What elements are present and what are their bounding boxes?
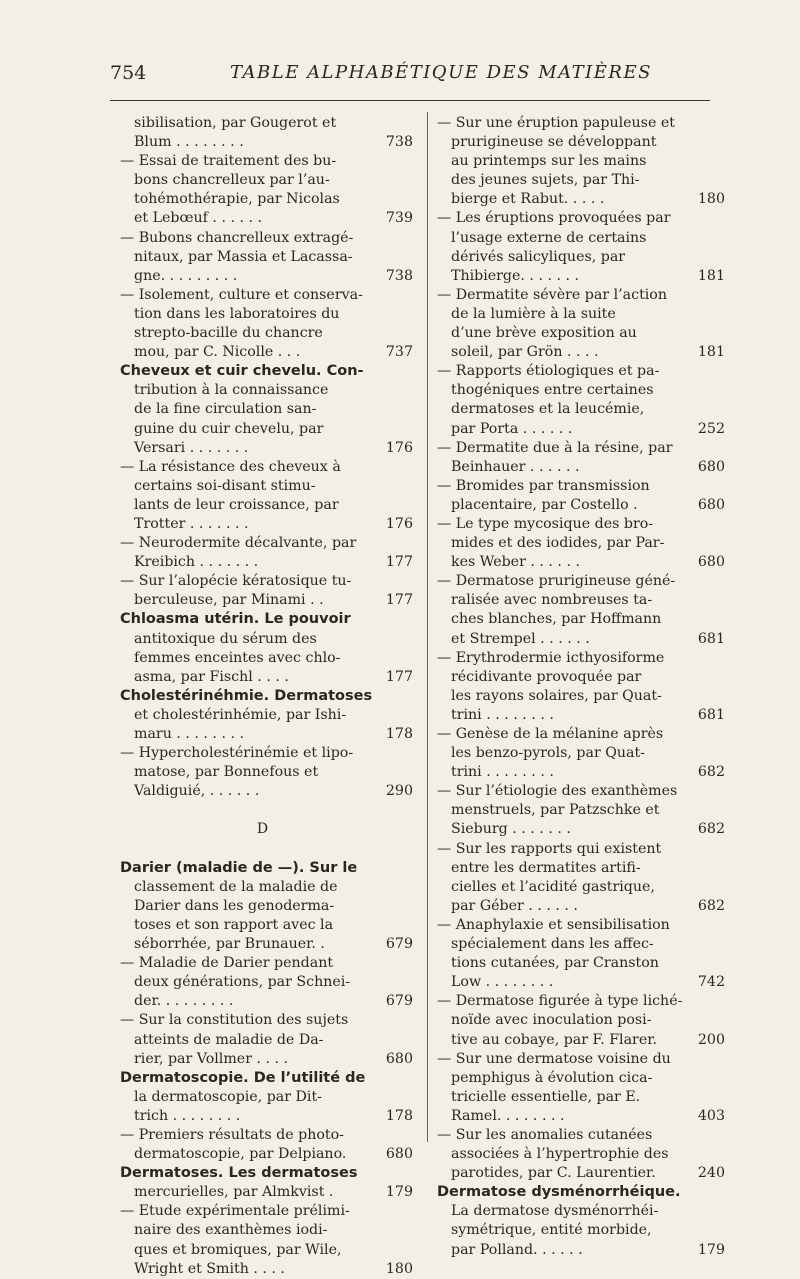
index-line	[437, 992, 717, 1011]
page-reference: 176	[385, 439, 413, 456]
index-line	[437, 381, 717, 400]
index-line	[120, 152, 405, 171]
entry-text: au printemps sur les mains	[451, 153, 647, 170]
index-line	[437, 935, 717, 954]
index-line	[120, 954, 405, 973]
entry-text: — Les éruptions provoquées par	[437, 210, 671, 227]
page-reference: 178	[385, 1107, 413, 1124]
index-line	[120, 420, 405, 439]
index-line	[437, 954, 717, 973]
entry-text: menstruels, par Patzschke et	[451, 802, 660, 819]
index-line	[120, 286, 405, 305]
entry-text: la dermatoscopie, par Dit-	[134, 1088, 322, 1105]
entry-text: soleil, par Grön . . . .	[451, 344, 599, 361]
page-reference: 177	[385, 554, 413, 571]
entry-text: — Etude expérimentale prélimi-	[120, 1203, 350, 1220]
entry-text: séborrhée, par Brunauer. .	[134, 936, 325, 953]
entry-text: mou, par C. Nicolle . . .	[134, 344, 301, 361]
index-line	[437, 229, 717, 248]
entry-text: par Porta . . . . . .	[451, 420, 573, 437]
index-line	[120, 897, 405, 916]
index-line	[120, 1031, 405, 1050]
page-reference: 682	[697, 821, 725, 838]
index-line	[437, 649, 717, 668]
entry-text: Thibierge. . . . . . .	[451, 267, 580, 284]
index-line	[120, 553, 413, 572]
index-line	[120, 362, 405, 381]
entry-text: Beinhauer . . . . . .	[451, 458, 580, 475]
entry-text: trini . . . . . . . .	[451, 706, 554, 723]
index-line	[120, 1164, 405, 1183]
index-line	[437, 400, 717, 419]
index-line	[120, 458, 405, 477]
index-line	[437, 1126, 717, 1145]
entry-text: tricielle essentielle, par E.	[451, 1088, 641, 1105]
entry-heading: Dermatoses. Les dermatoses	[120, 1165, 358, 1182]
index-line	[437, 725, 717, 744]
entry-text: — Dermatite due à la résine, par	[437, 439, 673, 456]
entry-text: deux générations, par Schnei-	[134, 974, 351, 991]
entry-text: — Le type mycosique des bro-	[437, 515, 654, 532]
index-line	[120, 1260, 413, 1279]
page-reference: 680	[385, 1050, 413, 1067]
index-line	[120, 572, 405, 591]
entry-text: — Bubons chancrelleux extragé-	[120, 229, 354, 246]
entry-text: classement de la maladie de	[134, 878, 338, 895]
entry-text: tohémothérapie, par Nicolas	[134, 191, 340, 208]
entry-heading: Darier (maladie de —). Sur le	[120, 859, 358, 876]
entry-text: — Sur les rapports qui existent	[437, 840, 662, 857]
entry-text: par Polland. . . . . .	[451, 1241, 583, 1258]
entry-text: de la lumière à la suite	[451, 305, 616, 322]
page-reference: 738	[385, 267, 413, 284]
index-line	[120, 610, 405, 629]
page-reference: 290	[385, 783, 413, 800]
entry-text: Darier dans les genoderma-	[134, 897, 335, 914]
index-line	[437, 1069, 717, 1088]
entry-text: — Sur une éruption papuleuse et	[437, 115, 675, 131]
entry-text: Valdiguié, . . . . . .	[134, 783, 260, 800]
entry-text: noïde avec inoculation posi-	[451, 1012, 652, 1029]
page-reference: 738	[385, 134, 413, 151]
index-line	[120, 1126, 405, 1145]
entry-text: — Dermatose figurée à type liché-	[437, 993, 683, 1010]
index-line	[437, 534, 717, 553]
entry-text: — Sur une dermatose voisine du	[437, 1050, 671, 1067]
index-line	[120, 668, 413, 687]
entry-text: — Dermatose prurigineuse géné-	[437, 573, 676, 590]
entry-text: pemphigus à évolution cica-	[451, 1069, 653, 1086]
page-reference: 681	[697, 630, 725, 647]
entry-text: maru . . . . . . . .	[134, 726, 244, 742]
index-line	[437, 859, 717, 878]
index-line	[120, 343, 413, 362]
entry-text: associées à l’hypertrophie des	[451, 1146, 669, 1163]
index-line	[437, 152, 717, 171]
page-reference: 679	[385, 936, 413, 953]
index-line	[437, 190, 725, 209]
page-reference: 177	[385, 668, 413, 685]
index-line	[120, 1202, 405, 1221]
index-line	[120, 744, 405, 763]
page-reference: 179	[697, 1241, 725, 1258]
index-line	[437, 515, 717, 534]
entry-text: et Lebœuf . . . . . .	[134, 210, 263, 227]
index-line	[437, 897, 725, 916]
index-line	[437, 1050, 717, 1069]
index-line	[437, 687, 717, 706]
entry-text: Wright et Smith . . . .	[134, 1260, 285, 1277]
entry-text: mercurielles, par Almkvist .	[134, 1184, 334, 1201]
index-line	[437, 610, 717, 629]
entry-text: — Essai de traitement des bu-	[120, 153, 337, 170]
entry-text: — Bromides par transmission	[437, 477, 650, 494]
entry-text: — Sur la constitution des sujets	[120, 1012, 349, 1029]
entry-text: prurigineuse se développant	[451, 134, 657, 151]
entry-text: les benzo-pyrols, par Quat-	[451, 745, 645, 762]
index-line	[437, 1107, 725, 1126]
entry-text: — Sur les anomalies cutanées	[437, 1126, 653, 1143]
entry-text: trini . . . . . . . .	[451, 764, 554, 781]
entry-text: sibilisation, par Gougerot et	[134, 115, 337, 131]
entry-heading: Dermatoscopie. De l’utilité de	[120, 1069, 366, 1086]
entry-text: ques et bromiques, par Wile,	[134, 1241, 342, 1258]
index-line	[437, 305, 717, 324]
entry-text: La dermatose dysménorrhéi-	[451, 1203, 659, 1220]
entry-text: bons chancrelleux par l’au-	[134, 172, 330, 189]
entry-text: matose, par Bonnefous et	[134, 764, 319, 781]
page-reference: 680	[385, 1146, 413, 1163]
index-line	[120, 381, 405, 400]
entry-text: — La résistance des cheveux à	[120, 458, 341, 475]
entry-heading: Cheveux et cuir chevelu. Con-	[120, 363, 364, 380]
index-line	[437, 343, 725, 362]
page-reference: 403	[697, 1107, 725, 1124]
entry-text: Ramel. . . . . . . .	[451, 1107, 565, 1124]
entry-text: tive au cobaye, par F. Flarer.	[451, 1031, 657, 1048]
index-line	[437, 591, 717, 610]
index-line	[437, 553, 725, 572]
entry-text: guine du cuir chevelu, par	[134, 420, 324, 437]
index-line	[120, 1050, 413, 1069]
index-line	[437, 267, 725, 286]
entry-text: D	[256, 821, 269, 838]
index-line	[120, 400, 405, 419]
page-reference: 680	[697, 458, 725, 475]
page-reference: 180	[385, 1260, 413, 1277]
index-line	[120, 496, 405, 515]
page-reference: 200	[697, 1031, 725, 1048]
entry-text: Trotter . . . . . . .	[134, 515, 249, 532]
index-line	[120, 439, 413, 458]
entry-text: femmes enceintes avec chlo-	[134, 649, 341, 666]
index-line	[437, 973, 725, 992]
entry-text: Sieburg . . . . . . .	[451, 821, 571, 838]
index-line	[437, 133, 717, 152]
entry-text: der. . . . . . . . .	[134, 993, 234, 1010]
index-line	[120, 267, 413, 286]
index-line	[437, 458, 725, 477]
index-line	[437, 1202, 717, 1221]
column-divider	[427, 112, 428, 1142]
page-reference: 181	[697, 344, 725, 361]
index-line	[120, 992, 413, 1011]
index-line	[437, 1088, 717, 1107]
index-line	[120, 209, 413, 228]
entry-text: atteints de maladie de Da-	[134, 1031, 324, 1048]
entry-text: — Premiers résultats de photo-	[120, 1126, 344, 1143]
entry-text: Blum . . . . . . . .	[134, 134, 244, 151]
index-line	[120, 591, 413, 610]
index-line	[120, 171, 405, 190]
entry-text: bierge et Rabut. . . . .	[451, 191, 605, 208]
entry-text: dermatoscopie, par Delpiano.	[134, 1146, 347, 1163]
entry-text: toses et son rapport avec la	[134, 916, 334, 933]
index-line	[120, 706, 405, 725]
entry-text: — Rapports étiologiques et pa-	[437, 363, 660, 380]
index-line	[437, 209, 717, 228]
page-reference: 180	[697, 191, 725, 208]
entry-text: naire des exanthèmes iodi-	[134, 1222, 328, 1239]
entry-text: nitaux, par Massia et Lacassa-	[134, 248, 353, 265]
entry-text: Versari . . . . . . .	[134, 439, 249, 456]
entry-text: spécialement dans les affec-	[451, 936, 654, 953]
index-line	[437, 706, 725, 725]
page-reference: 680	[697, 554, 725, 571]
entry-text: Kreibich . . . . . . .	[134, 554, 259, 571]
running-title: TABLE ALPHABÉTIQUE DES MATIÈRES	[230, 62, 652, 83]
index-line	[120, 840, 405, 859]
entry-text: — Neurodermite décalvante, par	[120, 535, 357, 552]
page-reference: 179	[385, 1184, 413, 1201]
index-line	[120, 477, 405, 496]
entry-text: — Isolement, culture et conserva-	[120, 286, 363, 303]
index-line	[120, 687, 405, 706]
index-line	[437, 439, 717, 458]
index-line	[120, 782, 413, 801]
entry-text: entre les dermatites artifi-	[451, 859, 641, 876]
index-line	[437, 1011, 717, 1030]
index-line	[120, 935, 413, 954]
entry-text: strepto-bacille du chancre	[134, 325, 323, 342]
entry-text: mides et des iodides, par Par-	[451, 535, 665, 552]
index-line	[437, 801, 717, 820]
entry-text: symétrique, entité morbide,	[451, 1222, 652, 1239]
index-line	[437, 744, 717, 763]
index-line	[120, 248, 405, 267]
entry-text: certains soi-disant stimu-	[134, 477, 316, 494]
index-line	[120, 1241, 405, 1260]
index-line	[437, 878, 717, 897]
index-line	[120, 1221, 405, 1240]
right-column	[437, 114, 725, 1260]
page-reference: 240	[697, 1165, 725, 1182]
index-line	[437, 1183, 717, 1202]
entry-text: Low . . . . . . . .	[451, 974, 554, 991]
entry-text: thogéniques entre certaines	[451, 382, 654, 399]
page-reference: 679	[385, 993, 413, 1010]
index-line	[120, 725, 413, 744]
entry-text: berculeuse, par Minami . .	[134, 592, 324, 609]
index-line	[120, 763, 405, 782]
header-rule	[110, 100, 710, 101]
entry-text: — Anaphylaxie et sensibilisation	[437, 916, 670, 933]
entry-text: tion dans les laboratoires du	[134, 305, 340, 322]
index-line	[120, 630, 405, 649]
entry-text: asma, par Fischl . . . .	[134, 668, 289, 685]
index-line	[120, 878, 405, 897]
page-reference: 252	[697, 420, 725, 437]
index-line	[437, 668, 717, 687]
entry-text: d’une brève exposition au	[451, 325, 637, 342]
entry-text: de la fine circulation san-	[134, 401, 317, 418]
page-reference: 681	[697, 706, 725, 723]
page-reference: 176	[385, 515, 413, 532]
entry-heading: Cholestérinéhmie. Dermatoses	[120, 687, 373, 704]
entry-text: kes Weber . . . . . .	[451, 554, 580, 571]
index-line	[120, 649, 405, 668]
entry-text: et Strempel . . . . . .	[451, 630, 590, 647]
page-reference: 178	[385, 726, 413, 742]
index-line	[437, 420, 725, 439]
entry-text: ralisée avec nombreuses ta-	[451, 592, 653, 609]
entry-text: les rayons solaires, par Quat-	[451, 687, 662, 704]
index-line	[120, 305, 405, 324]
entry-heading: Chloasma utérin. Le pouvoir	[120, 611, 351, 628]
index-line	[437, 1031, 725, 1050]
index-line	[120, 324, 405, 343]
index-line	[120, 114, 405, 133]
index-line	[120, 916, 405, 935]
index-line	[120, 973, 405, 992]
entry-text: — Dermatite sévère par l’action	[437, 286, 667, 303]
entry-text: des jeunes sujets, par Thi-	[451, 172, 640, 189]
index-line	[437, 248, 717, 267]
entry-text: récidivante provoquée par	[451, 668, 642, 685]
index-line	[120, 1069, 405, 1088]
index-line	[120, 801, 405, 820]
entry-text: tions cutanées, par Cranston	[451, 955, 659, 972]
page-reference: 737	[385, 344, 413, 361]
entry-text: dérivés salicyliques, par	[451, 248, 626, 265]
index-line	[437, 1164, 725, 1183]
entry-text: cielles et l’acidité gastrique,	[451, 878, 655, 895]
entry-text: — Sur l’alopécie kératosique tu-	[120, 573, 352, 590]
index-line	[120, 1011, 405, 1030]
page-header	[110, 62, 710, 92]
entry-heading: Dermatose dysménorrhéique.	[437, 1184, 681, 1201]
index-line	[437, 782, 717, 801]
index-line	[120, 229, 405, 248]
page-reference: 682	[697, 897, 725, 914]
entry-text: par Géber . . . . . .	[451, 897, 578, 914]
index-line	[437, 916, 717, 935]
page-reference: 181	[697, 267, 725, 284]
index-line	[437, 286, 717, 305]
entry-text: tribution à la connaissance	[134, 382, 329, 399]
index-line	[120, 1145, 413, 1164]
left-column	[120, 114, 413, 1279]
index-line	[120, 1107, 413, 1126]
entry-text: lants de leur croissance, par	[134, 496, 339, 513]
entry-text: l’usage externe de certains	[451, 229, 647, 246]
index-line	[120, 190, 405, 209]
index-line	[437, 1145, 717, 1164]
page-reference: 680	[697, 496, 725, 513]
page-reference: 682	[697, 764, 725, 781]
entry-text: ches blanches, par Hoffmann	[451, 611, 662, 628]
index-line	[120, 859, 405, 878]
index-line	[437, 763, 725, 782]
index-line	[437, 114, 717, 133]
index-line	[120, 820, 405, 839]
entry-text: — Erythrodermie icthyosiforme	[437, 649, 665, 666]
index-line	[437, 1241, 725, 1260]
entry-text: — Sur l’étiologie des exanthèmes	[437, 783, 678, 800]
index-line	[437, 324, 717, 343]
index-line	[437, 820, 725, 839]
index-line	[120, 515, 413, 534]
index-line	[437, 572, 717, 591]
page-number: 754	[110, 62, 147, 84]
index-line	[120, 133, 413, 152]
index-line	[120, 1183, 413, 1202]
index-line	[437, 171, 717, 190]
index-line	[437, 1221, 717, 1240]
index-line	[437, 840, 717, 859]
index-line	[437, 477, 717, 496]
index-line	[437, 496, 725, 515]
page-reference: 739	[385, 210, 413, 227]
entry-text: antitoxique du sérum des	[134, 630, 317, 647]
index-line	[120, 534, 405, 553]
entry-text: gne. . . . . . . . .	[134, 267, 238, 284]
index-line	[120, 1088, 405, 1107]
index-line	[437, 630, 725, 649]
page-reference: 742	[697, 974, 725, 991]
entry-text: placentaire, par Costello .	[451, 496, 638, 513]
entry-text: trich . . . . . . . .	[134, 1107, 241, 1124]
entry-text: parotides, par C. Laurentier.	[451, 1165, 656, 1182]
page-reference: 177	[385, 592, 413, 609]
entry-text: et cholestérinhémie, par Ishi-	[134, 706, 347, 723]
index-line	[437, 362, 717, 381]
entry-text: dermatoses et la leucémie,	[451, 401, 645, 418]
entry-text: rier, par Vollmer . . . .	[134, 1050, 289, 1067]
entry-text: — Genèse de la mélanine après	[437, 726, 664, 742]
entry-text: — Maladie de Darier pendant	[120, 955, 334, 972]
entry-text: — Hypercholestérinémie et lipo-	[120, 745, 354, 762]
